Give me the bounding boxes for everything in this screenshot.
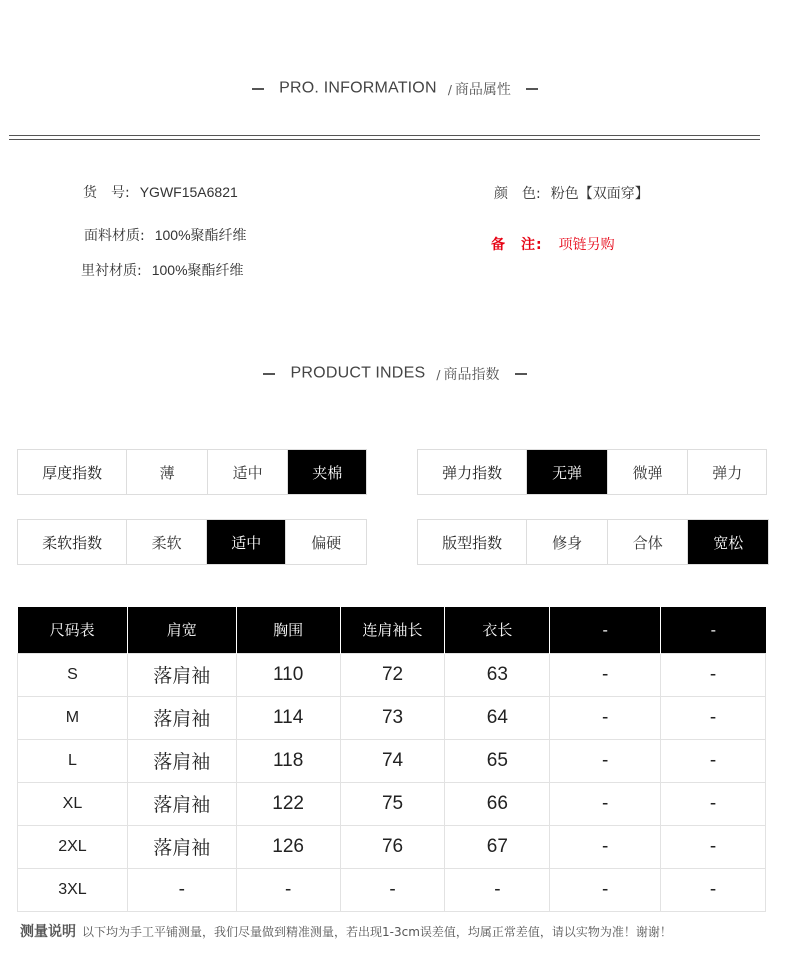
table-cell: 落肩袖	[127, 739, 236, 782]
table-cell: -	[340, 868, 445, 911]
index-option: 夹棉	[288, 450, 366, 494]
table-cell: -	[550, 782, 661, 825]
info-value: 粉色【双面穿】	[550, 185, 649, 201]
info-value: 100%聚酯纤维	[151, 262, 244, 278]
column-header: 衣长	[445, 607, 550, 653]
table-row	[18, 739, 766, 782]
heading-cn: 商品属性	[454, 81, 511, 98]
table-cell: M	[18, 696, 128, 739]
table-cell: 3XL	[18, 868, 128, 911]
table-cell: 66	[445, 782, 550, 825]
info-value: 100%聚酯纤维	[154, 227, 247, 243]
heading-dash-right	[526, 88, 538, 90]
info-color	[494, 183, 649, 203]
info-label: 面料材质:	[84, 228, 145, 244]
table-cell: -	[661, 782, 766, 825]
note-text: 以下均为手工平铺测量，我们尽量做到精准测量，若出现1-3cm误差值，均属正常差值，请以实物为准！谢谢！	[82, 925, 672, 939]
table-cell: -	[236, 868, 340, 911]
info-label: 货 号:	[83, 185, 130, 201]
index-option: 适中	[207, 520, 287, 564]
table-cell: XL	[18, 782, 128, 825]
heading-en: PRODUCT INDES	[290, 364, 426, 382]
double-divider	[9, 135, 760, 140]
table-cell: -	[661, 825, 766, 868]
info-lining	[81, 260, 244, 280]
table-cell: 落肩袖	[127, 653, 236, 696]
info-label: 里衬材质:	[81, 263, 142, 279]
table-cell: S	[18, 653, 128, 696]
heading-slash: /	[447, 82, 452, 97]
heading-cn-wrap	[436, 367, 499, 383]
index-option: 宽松	[688, 520, 768, 564]
measurement-note	[20, 921, 672, 941]
table-cell: -	[661, 696, 766, 739]
table-cell: 2XL	[18, 825, 128, 868]
heading-cn: 商品指数	[443, 366, 500, 383]
heading-cn-wrap	[448, 82, 511, 98]
table-cell: 72	[340, 653, 445, 696]
table-cell: -	[550, 696, 661, 739]
table-cell: 76	[340, 825, 445, 868]
column-header: -	[661, 607, 766, 653]
table-cell: 落肩袖	[127, 696, 236, 739]
index-option: 弹力	[712, 463, 743, 482]
info-value: 项链另购	[558, 236, 615, 252]
table-cell: 73	[340, 696, 445, 739]
index-title: 柔软指数	[18, 520, 127, 564]
pro-information-heading	[0, 78, 790, 99]
table-cell: 75	[340, 782, 445, 825]
info-label: 颜 色:	[494, 186, 541, 202]
table-row	[18, 782, 766, 825]
table-cell: -	[550, 825, 661, 868]
table-cell: 落肩袖	[127, 825, 236, 868]
index-option: 合体	[608, 520, 689, 564]
table-cell: -	[550, 739, 661, 782]
size-table	[17, 607, 766, 912]
column-header: 连肩袖长	[340, 607, 445, 653]
heading-dash-left	[252, 88, 264, 90]
table-cell: -	[661, 653, 766, 696]
table-cell: -	[661, 739, 766, 782]
index-option: 修身	[527, 520, 608, 564]
index-group-fit	[417, 519, 769, 565]
index-group-elasticity	[417, 449, 767, 495]
table-row	[18, 868, 766, 911]
heading-dash-left	[263, 373, 275, 375]
product-index-heading	[0, 363, 790, 384]
table-row	[18, 696, 766, 739]
index-option: 微弹	[608, 450, 689, 494]
info-remark	[491, 234, 615, 254]
index-option: 适中	[208, 450, 289, 494]
index-option: 偏硬	[311, 533, 342, 552]
table-cell: 122	[236, 782, 340, 825]
table-cell: 落肩袖	[127, 782, 236, 825]
index-title: 厚度指数	[18, 450, 127, 494]
table-row	[18, 653, 766, 696]
heading-slash: /	[436, 367, 441, 382]
column-header: -	[550, 607, 661, 653]
table-cell: -	[445, 868, 550, 911]
table-cell: 64	[445, 696, 550, 739]
index-title: 版型指数	[418, 520, 527, 564]
table-row	[18, 825, 766, 868]
column-header: 尺码表	[18, 607, 128, 653]
info-label: 备 注:	[491, 237, 543, 253]
size-table-header-row	[18, 607, 766, 653]
table-cell: 65	[445, 739, 550, 782]
index-group-thickness	[17, 449, 367, 495]
table-cell: 126	[236, 825, 340, 868]
table-cell: 110	[236, 653, 340, 696]
heading-dash-right	[515, 373, 527, 375]
table-cell: -	[127, 868, 236, 911]
table-cell: -	[550, 653, 661, 696]
table-cell: 114	[236, 696, 340, 739]
index-option: 无弹	[527, 450, 608, 494]
index-title: 弹力指数	[418, 450, 527, 494]
index-option: 柔软	[127, 520, 207, 564]
table-cell: 63	[445, 653, 550, 696]
info-fabric	[84, 225, 247, 245]
info-value: YGWF15A6821	[139, 184, 238, 200]
column-header: 肩宽	[127, 607, 236, 653]
info-item-number	[83, 182, 238, 202]
heading-en: PRO. INFORMATION	[279, 79, 437, 97]
table-cell: 74	[340, 739, 445, 782]
table-cell: 67	[445, 825, 550, 868]
note-title: 测量说明	[20, 924, 76, 940]
table-cell: L	[18, 739, 128, 782]
table-cell: -	[550, 868, 661, 911]
table-cell: 118	[236, 739, 340, 782]
table-cell: -	[661, 868, 766, 911]
column-header: 胸围	[236, 607, 340, 653]
index-group-softness	[17, 519, 367, 565]
index-option: 薄	[127, 450, 208, 494]
